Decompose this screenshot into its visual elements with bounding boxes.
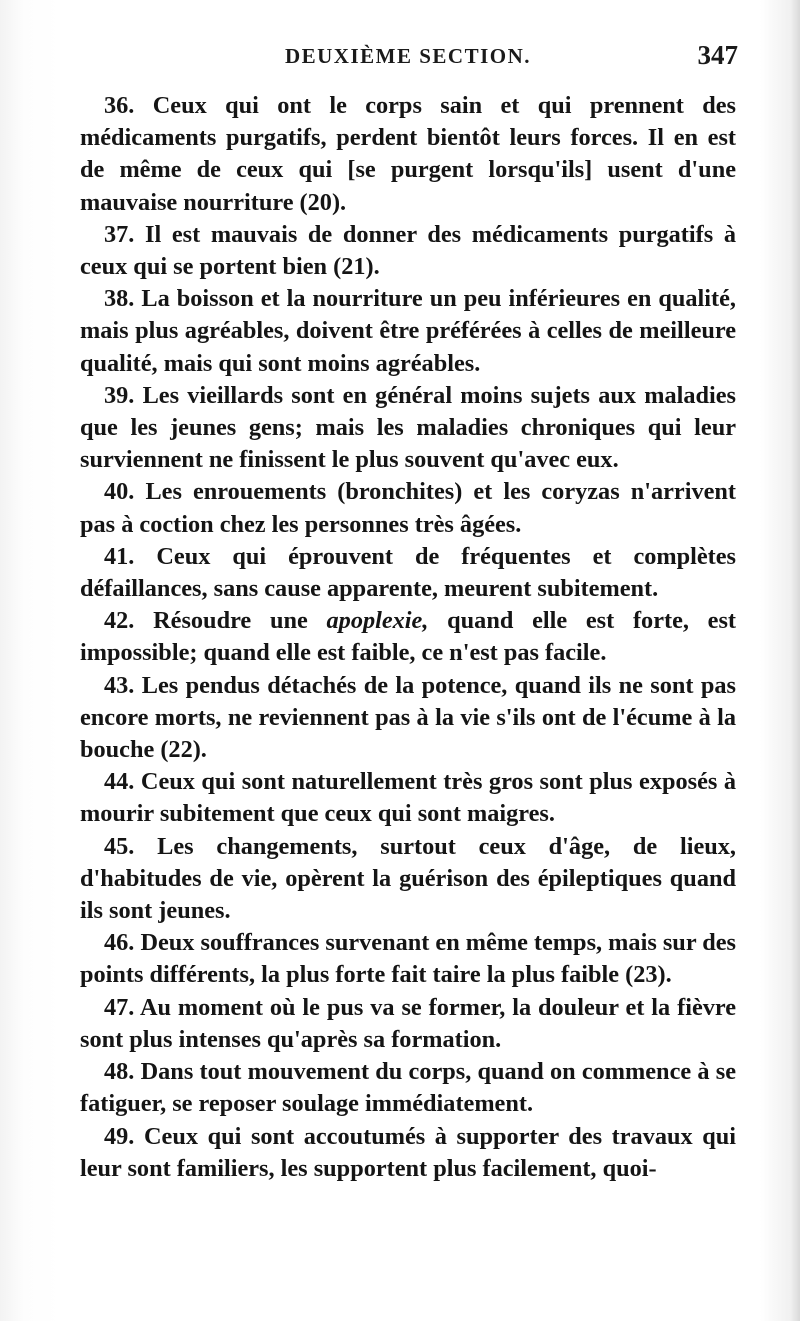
aphorism-number: 41.	[104, 542, 135, 570]
aphorism-number: 42.	[104, 607, 135, 635]
aphorism-text: Il est mauvais de donner des médicaments purgatifs à ceux qui se portent bien (21).	[80, 220, 736, 281]
aphorism-number: 49.	[104, 1122, 135, 1150]
page-number: 347	[697, 40, 738, 70]
aphorism-number: 36.	[104, 92, 135, 119]
aphorism-number: 46.	[104, 929, 135, 957]
aphorism-number: 39.	[104, 381, 135, 409]
aphorism-text: Dans tout mouvement du corps, quand on commence à se fatiguer, se reposer soulage immédiatement.	[80, 1058, 736, 1118]
aphorism-text: Les vieillards sont en général moins sujets aux maladies que les jeunes gens; mais les maladies chroniques qui leur surviennent ne finissent le plus souvent qu'avec eux.	[80, 381, 736, 474]
aphorism-42	[80, 605, 736, 669]
aphorism-text: Deux souffrances survenant en même temps, mais sur des points différents, la plus forte fait taire la plus faible (23).	[80, 929, 737, 989]
aphorism-number: 38.	[104, 285, 135, 313]
aphorism-text: Ceux qui ont le corps sain et qui prennent des médicaments purgatifs, perdent bientôt leurs forces. Il en est de même de ceux qui [se purgent lorsqu'ils] usent d'une mauvaise nourriture (20).	[80, 92, 736, 216]
aphorism-text-before: Résoudre une	[153, 607, 327, 635]
aphorism-list	[80, 90, 736, 1185]
running-header	[78, 40, 738, 78]
aphorism-41	[80, 541, 736, 605]
aphorism-text: Les enrouements (bronchites) et les coryzas n'arrivent pas à coction chez les personnes très âgées.	[80, 478, 736, 538]
aphorism-44	[80, 766, 736, 830]
aphorism-number: 47.	[104, 993, 135, 1021]
aphorism-text: Ceux qui sont naturellement très gros sont plus exposés à mourir subitement que ceux qui sont maigres.	[80, 768, 736, 828]
aphorism-number: 40.	[104, 478, 135, 506]
aphorism-43	[80, 670, 736, 767]
aphorism-47	[80, 992, 736, 1056]
aphorism-39	[80, 380, 736, 477]
aphorism-number: 43.	[104, 671, 135, 699]
aphorism-text: La boisson et la nourriture un peu inférieures en qualité, mais plus agréables, doivent être préférées à celles de meilleure qualité, mais qui sont moins agréables.	[80, 285, 736, 377]
section-title: DEUXIÈME SECTION.	[284, 44, 532, 68]
aphorism-40	[80, 476, 736, 540]
aphorism-48	[80, 1056, 736, 1120]
aphorism-number: 37.	[104, 220, 135, 248]
aphorism-text: Ceux qui sont accoutumés à supporter des travaux qui leur sont familiers, les supportent plus facilement, quoi-	[80, 1122, 736, 1182]
aphorism-38	[80, 283, 736, 380]
aphorism-37	[80, 219, 736, 283]
aphorism-36	[80, 90, 736, 219]
aphorism-text: Les changements, surtout ceux d'âge, de lieux, d'habitudes de vie, opèrent la guérison des épileptiques quand ils sont jeunes.	[80, 832, 736, 925]
aphorism-45	[80, 831, 736, 928]
aphorism-emphasis: apoplexie,	[326, 607, 429, 635]
aphorism-text: Ceux qui éprouvent de fréquentes et complètes défaillances, sans cause apparente, meurent subitement.	[80, 542, 736, 603]
aphorism-text-after: quand elle est forte, est impossible; quand elle est faible, ce n'est pas facile.	[80, 607, 737, 667]
aphorism-text: Au moment où le pus va se former, la douleur et la fièvre sont plus intenses qu'après sa formation.	[80, 993, 737, 1053]
aphorism-number: 45.	[104, 832, 135, 860]
aphorism-number: 48.	[104, 1058, 135, 1086]
aphorism-number: 44.	[104, 768, 135, 796]
aphorism-49	[80, 1121, 736, 1185]
aphorism-text: Les pendus détachés de la potence, quand ils ne sont pas encore morts, ne reviennent pas à la vie s'ils ont de l'écume à la bouche (22).	[80, 671, 737, 764]
aphorism-46	[80, 927, 736, 991]
